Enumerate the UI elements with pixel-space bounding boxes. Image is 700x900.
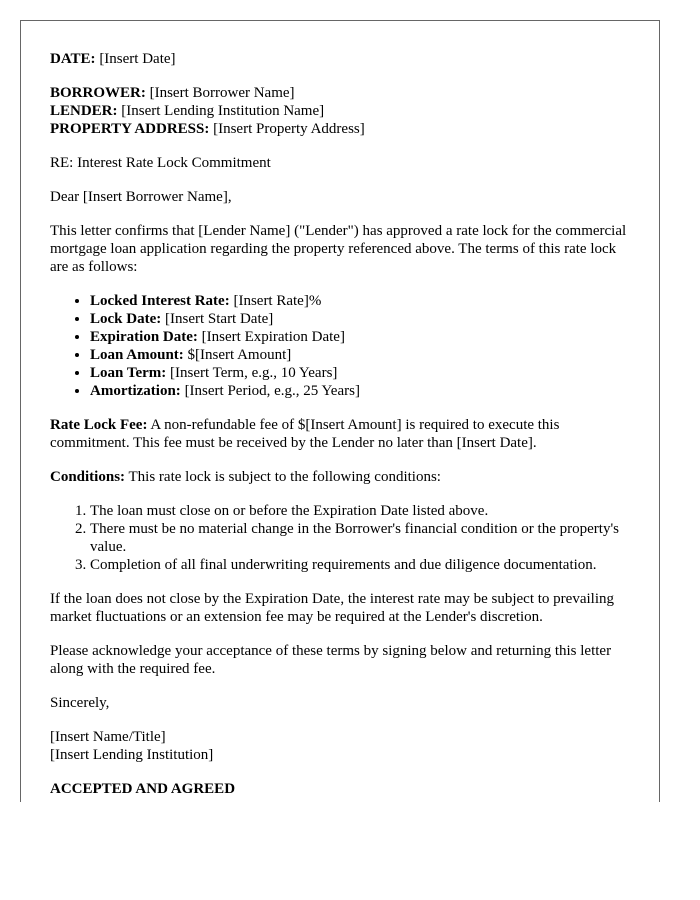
term-item-expiration-date [90,328,638,346]
conditions-paragraph [50,468,638,486]
term-value: $[Insert Amount] [187,347,292,363]
term-label: Expiration Date: [90,329,198,345]
term-value: [Insert Expiration Date] [201,329,345,345]
term-value: [Insert Rate]% [233,293,322,309]
term-label: Amortization: [90,383,181,399]
fee-paragraph [50,416,638,452]
lender-label: LENDER: [50,103,118,119]
signature-institution: [Insert Lending Institution] [50,747,214,763]
closing: Sincerely, [50,695,110,711]
term-value: [Insert Period, e.g., 25 Years] [184,383,360,399]
term-item-loan-term [90,364,638,382]
term-value: [Insert Start Date] [165,311,274,327]
term-value: [Insert Term, e.g., 10 Years] [170,365,338,381]
accepted-heading: ACCEPTED AND AGREED [50,781,236,797]
letter-page [20,20,660,802]
term-label: Lock Date: [90,311,162,327]
lender-value: [Insert Lending Institution Name] [121,103,325,119]
borrower-line [50,84,638,102]
signature-name-title: [Insert Name/Title] [50,729,166,745]
expiry-paragraph: If the loan does not close by the Expiration Date, the interest rate may be subject to prevailing market fluctuations or an extension fee may be required at the Lender's discretion. [50,591,614,625]
property-label: PROPERTY ADDRESS: [50,121,210,137]
term-item-loan-amount [90,346,638,364]
signature-block [50,728,638,764]
fee-label: Rate Lock Fee: [50,417,148,433]
condition-item: 3. Completion of all final underwriting requirements and due diligence documentation. [90,556,638,574]
term-label: Locked Interest Rate: [90,293,230,309]
condition-item: 2. There must be no material change in the Borrower's financial condition or the property's value. [90,520,638,556]
condition-item: 1. The loan must close on or before the Expiration Date listed above. [90,502,638,520]
conditions-label: Conditions: [50,469,126,485]
intro-paragraph: This letter confirms that [Lender Name] ("Lender") has approved a rate lock for the commercial mortgage loan application regarding the property referenced above. The terms of this rate lock are as follows: [50,223,627,275]
date-value: [Insert Date] [99,51,176,67]
term-item-lock-date [90,310,638,328]
term-label: Loan Amount: [90,347,184,363]
parties-block [50,84,638,138]
property-line [50,120,638,138]
fee-text: A non-refundable fee of $[Insert Amount] is required to execute this commitment. This fee must be received by the Lender no later than [Insert Date]. [50,417,560,451]
term-item-interest-rate [90,292,638,310]
letter-body [50,50,638,802]
borrower-label: BORROWER: [50,85,146,101]
conditions-list [50,502,638,574]
date-line [50,50,638,68]
conditions-text: This rate lock is subject to the following conditions: [128,469,441,485]
property-value: [Insert Property Address] [213,121,365,137]
term-label: Loan Term: [90,365,167,381]
acknowledge-paragraph: Please acknowledge your acceptance of these terms by signing below and returning this letter along with the required fee. [50,643,612,677]
terms-list [50,292,638,400]
borrower-value: [Insert Borrower Name] [149,85,295,101]
salutation: Dear [Insert Borrower Name], [50,189,232,205]
term-item-amortization [90,382,638,400]
date-label: DATE: [50,51,96,67]
lender-line [50,102,638,120]
re-line: RE: Interest Rate Lock Commitment [50,155,271,171]
